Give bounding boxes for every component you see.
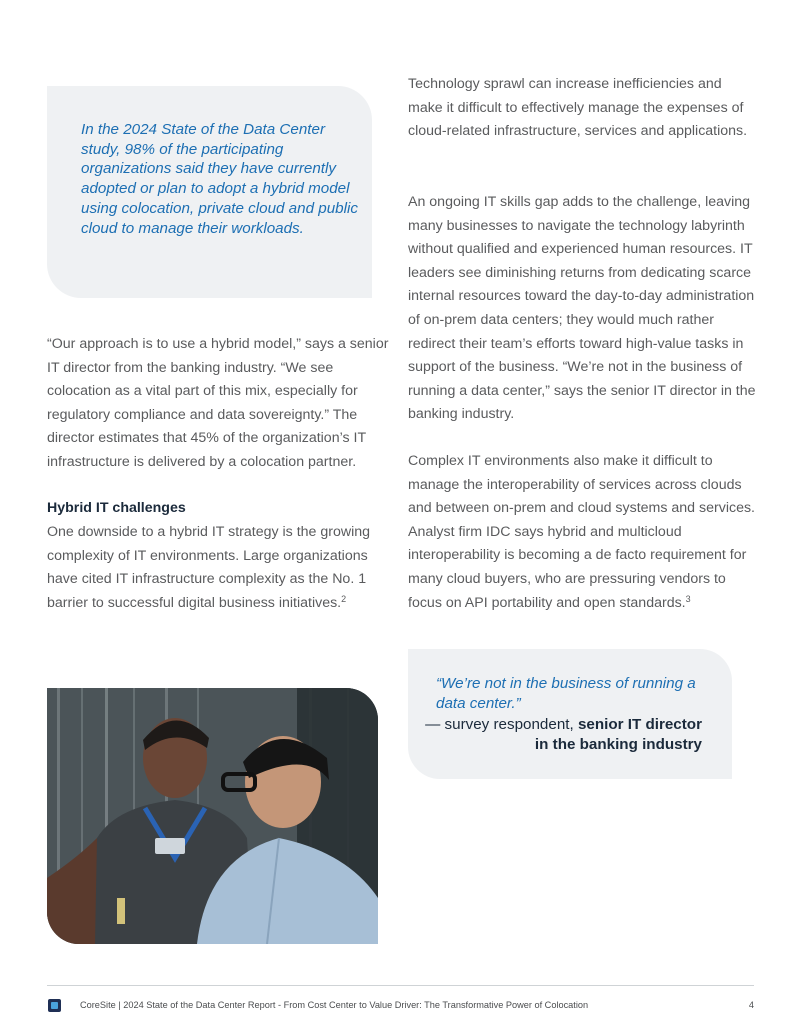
photo-illustration bbox=[47, 688, 378, 944]
attribution-prefix: — survey respondent, bbox=[425, 716, 574, 733]
left-paragraph-2-text: One downside to a hybrid IT strategy is the growing complexity of IT environments. Large organizations have cited IT infrastructure complexity as the No. 1 barrier to successful digital business initiatives. bbox=[47, 524, 371, 611]
pull-quote-text: “We’re not in the business of running a data center.” bbox=[436, 675, 696, 712]
right-paragraph-2: An ongoing IT skills gap adds to the challenge, leaving many businesses to navigate the technology labyrinth without qualified and experienced human resources. IT leaders see diminishing returns from dedicating scarce internal resources toward the day-to-day administration of on-prem data centers; they would much rather redirect their team’s efforts toward high-value tasks in support of the business. “We’re not in the business of running a data center,” says the senior IT director in the banking industry. bbox=[408, 194, 756, 423]
section-heading-hybrid-it-challenges: Hybrid IT challenges bbox=[47, 500, 186, 516]
right-paragraph-1: Technology sprawl can increase inefficiencies and make it difficult to effectively manage the expenses of cloud-related infrastructure, services and applications. bbox=[408, 76, 748, 140]
left-paragraph-2 bbox=[47, 521, 389, 615]
pull-quote-attribution bbox=[420, 715, 702, 755]
right-paragraph-3-text: Complex IT environments also make it difficult to manage the interoperability of services across clouds and between on-prem and cloud systems and services. Analyst firm IDC says hybrid and multicloud interoperability is becoming a de facto requirement for many cloud buyers, who are pressuring vendors to focus on API portability and open standards. bbox=[408, 453, 755, 611]
footer-divider bbox=[47, 985, 754, 986]
right-paragraph-3 bbox=[408, 450, 760, 615]
page-number: 4 bbox=[748, 1000, 754, 1010]
callout-statistic-text: In the 2024 State of the Data Center study, 98% of the participating organizations said they have currently adopted or plan to adopt a hybrid model using colocation, private cloud and public cloud to manage their workloads. bbox=[81, 121, 358, 237]
data-center-photo bbox=[47, 688, 378, 944]
left-paragraph-1: “Our approach is to use a hybrid model,” says a senior IT director from the banking industry. “We see colocation as a vital part of this mix, especially for regulatory compliance and data sovereignty.” The director estimates that 45% of the organization’s IT infrastructure is delivered by a colocation partner. bbox=[47, 336, 389, 470]
pull-quote-box bbox=[408, 649, 732, 779]
footnote-marker-3: 3 bbox=[685, 593, 691, 604]
coresite-logo-icon bbox=[48, 999, 61, 1012]
footer-text: CoreSite | 2024 State of the Data Center Report - From Cost Center to Value Driver: The Transformative Power of Colocation bbox=[80, 1000, 589, 1010]
footnote-marker-2: 2 bbox=[341, 593, 347, 604]
attribution-bold: senior IT director in the banking industry bbox=[534, 716, 702, 753]
